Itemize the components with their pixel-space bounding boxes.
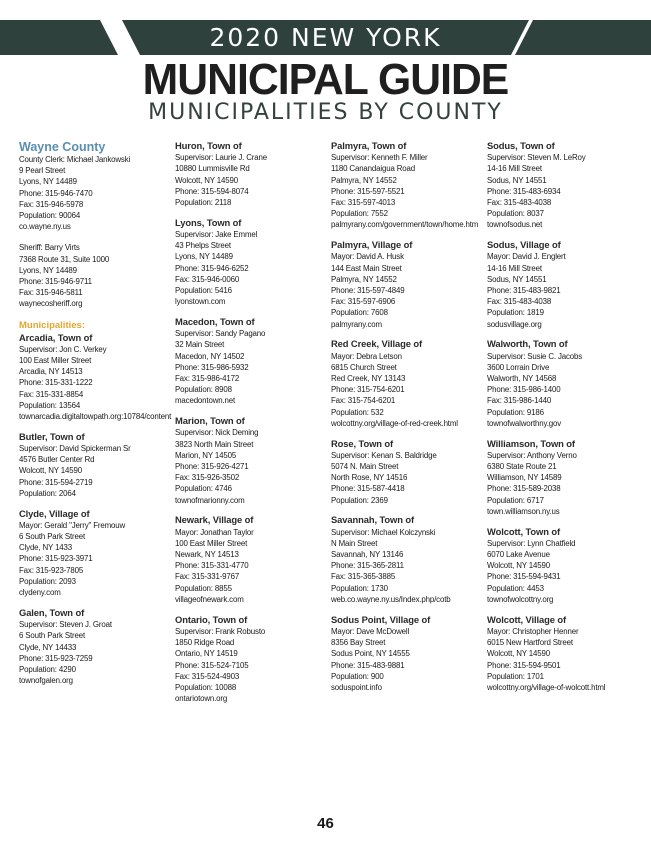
municipality-detail-line: Supervisor: Sandy Pagano bbox=[175, 329, 266, 339]
municipality-detail-line: Supervisor: Susie C. Jacobs bbox=[487, 351, 583, 361]
municipality-detail-line: Wolcott, NY 14590 bbox=[19, 466, 82, 476]
municipality-detail-line: web.co.wayne.ny.us/Index.php/cotb bbox=[331, 594, 451, 604]
municipality-detail-line: Fax: 315-986-4172 bbox=[175, 374, 240, 384]
municipality-detail-line: soduspoint.info bbox=[331, 682, 382, 692]
municipalities-heading: Municipalities: bbox=[19, 319, 85, 331]
municipality-entry bbox=[331, 239, 485, 330]
municipality-detail-line: Population: 5416 bbox=[175, 286, 232, 296]
municipality-detail-line: sodusvillage.org bbox=[487, 319, 542, 329]
municipality-detail-line: Lyons, NY 14489 bbox=[175, 252, 233, 262]
municipality-name: Wolcott, Village of bbox=[487, 613, 567, 625]
county-clerk-line: Population: 90064 bbox=[19, 211, 81, 221]
municipality-detail-line: Phone: 315-594-2719 bbox=[19, 477, 93, 487]
municipality-entry bbox=[331, 140, 485, 231]
municipality-entry bbox=[19, 607, 167, 686]
municipality-detail-line: 144 East Main Street bbox=[331, 263, 402, 273]
municipality-detail-line: 6 South Park Street bbox=[19, 532, 86, 542]
municipality-detail-line: ontariotown.org bbox=[175, 694, 228, 704]
municipality-detail-line: Population: 2369 bbox=[331, 495, 388, 505]
municipality-detail-line: Mayor: Christopher Henner bbox=[487, 626, 579, 636]
municipality-detail-line: wolcottny.org/village-of-wolcott.html bbox=[487, 682, 606, 692]
municipality-entry bbox=[175, 514, 329, 605]
municipality-detail-line: 1180 Canandaigua Road bbox=[331, 164, 416, 174]
municipality-detail-line: 3600 Lorrain Drive bbox=[487, 362, 550, 372]
municipality-detail-line: Wolcott, NY 14590 bbox=[487, 649, 550, 659]
municipality-detail-line: Population: 1730 bbox=[331, 583, 388, 593]
county-sheriff-line: Lyons, NY 14489 bbox=[19, 265, 77, 275]
municipality-entry bbox=[331, 514, 485, 605]
municipality-name: Rose, Town of bbox=[331, 437, 394, 449]
municipality-detail-line: Population: 8855 bbox=[175, 583, 232, 593]
municipality-detail-line: lyonstown.com bbox=[175, 297, 226, 307]
municipality-detail-line: Population: 4453 bbox=[487, 583, 544, 593]
column-entries bbox=[487, 140, 641, 693]
municipality-detail-line: Phone: 315-946-6252 bbox=[175, 263, 249, 273]
municipality-name: Walworth, Town of bbox=[487, 338, 568, 350]
municipality-detail-line: Mayor: David J. Englert bbox=[487, 252, 566, 262]
municipality-detail-line: Macedon, NY 14502 bbox=[175, 351, 245, 361]
county-sheriff-line: waynecosheriff.org bbox=[19, 299, 83, 309]
municipality-name: Sodus Point, Village of bbox=[331, 613, 431, 625]
municipality-detail-line: 5074 N. Main Street bbox=[331, 462, 399, 472]
municipality-detail-line: town.williamson.ny.us bbox=[487, 506, 560, 516]
municipality-detail-line: Phone: 315-594-8074 bbox=[175, 186, 249, 196]
municipality-name: Arcadia, Town of bbox=[19, 331, 93, 343]
municipality-detail-line: 4576 Butler Center Rd bbox=[19, 455, 95, 465]
municipality-detail-line: townofgalen.org bbox=[19, 676, 73, 686]
municipality-detail-line: Phone: 315-483-6934 bbox=[487, 186, 561, 196]
municipality-detail-line: Population: 8037 bbox=[487, 209, 544, 219]
municipality-detail-line: Fax: 315-365-3885 bbox=[331, 572, 396, 582]
municipality-detail-line: Population: 2118 bbox=[175, 198, 232, 208]
municipality-detail-line: Fax: 315-597-6906 bbox=[331, 297, 396, 307]
municipality-detail-line: Fax: 315-923-7805 bbox=[19, 565, 84, 575]
municipality-detail-line: Phone: 315-597-5521 bbox=[331, 186, 405, 196]
municipality-detail-line: Phone: 315-986-1400 bbox=[487, 385, 561, 395]
municipality-entry bbox=[487, 338, 641, 429]
municipality-detail-line: Clyde, NY 1433 bbox=[19, 543, 73, 553]
municipality-name: Clyde, Village of bbox=[19, 507, 90, 519]
municipality-name: Huron, Town of bbox=[175, 140, 242, 151]
municipality-detail-line: Supervisor: Steven J. Groat bbox=[19, 620, 112, 630]
municipality-detail-line: Mayor: Jonathan Taylor bbox=[175, 527, 254, 537]
municipality-detail-line: Fax: 315-483-4038 bbox=[487, 198, 552, 208]
county-clerk-line: Phone: 315-946-7470 bbox=[19, 188, 93, 198]
municipality-name: Palmyra, Town of bbox=[331, 140, 407, 151]
municipality-detail-line: Supervisor: Frank Robusto bbox=[175, 626, 266, 636]
county-clerk-line: co.wayne.ny.us bbox=[19, 222, 71, 232]
municipality-detail-line: Sodus, NY 14551 bbox=[487, 175, 547, 185]
municipality-detail-line: Supervisor: Michael Kolczynski bbox=[331, 527, 436, 537]
municipality-detail-line: Population: 2093 bbox=[19, 576, 76, 586]
municipality-detail-line: Wolcott, NY 14590 bbox=[175, 175, 238, 185]
municipality-detail-line: Williamson, NY 14589 bbox=[487, 473, 562, 483]
municipality-entry bbox=[487, 614, 641, 693]
municipality-detail-line: Population: 532 bbox=[331, 407, 384, 417]
municipality-detail-line: 43 Phelps Street bbox=[175, 241, 231, 251]
municipality-detail-line: villageofnewark.com bbox=[175, 594, 244, 604]
municipality-detail-line: palmyrany.com bbox=[331, 319, 382, 329]
municipality-detail-line: Savannah, NY 13146 bbox=[331, 550, 404, 560]
municipality-detail-line: Population: 1701 bbox=[487, 671, 544, 681]
county-clerk-block bbox=[19, 154, 167, 232]
municipality-detail-line: palmyrany.com/government/town/home.htm bbox=[331, 220, 479, 230]
municipality-detail-line: Population: 7552 bbox=[331, 209, 388, 219]
county-sheriff-line: Sheriff: Barry Virts bbox=[19, 243, 80, 253]
municipality-detail-line: Population: 13564 bbox=[19, 400, 81, 410]
municipality-entry bbox=[19, 508, 167, 599]
municipality-detail-line: Walworth, NY 14568 bbox=[487, 374, 557, 384]
municipality-detail-line: macedontown.net bbox=[175, 396, 236, 406]
county-name: Wayne County bbox=[19, 140, 106, 154]
municipality-detail-line: Phone: 315-926-4271 bbox=[175, 462, 249, 472]
municipality-entry bbox=[19, 431, 167, 499]
municipality-entry bbox=[487, 140, 641, 231]
page-title: MUNICIPAL GUIDE bbox=[142, 55, 509, 104]
municipality-detail-line: Population: 1819 bbox=[487, 308, 544, 318]
municipality-detail-line: 14-16 Mill Street bbox=[487, 263, 542, 273]
municipality-detail-line: Palmyra, NY 14552 bbox=[331, 274, 397, 284]
municipality-detail-line: Supervisor: David Spickerman Sr bbox=[19, 444, 131, 454]
municipality-name: Savannah, Town of bbox=[331, 514, 415, 526]
municipality-detail-line: Phone: 315-594-9501 bbox=[487, 660, 561, 670]
municipality-name: Wolcott, Town of bbox=[487, 525, 561, 537]
municipality-name: Ontario, Town of bbox=[175, 613, 248, 625]
municipality-detail-line: Fax: 315-926-3502 bbox=[175, 473, 240, 483]
municipality-entry bbox=[175, 614, 329, 705]
municipality-entry bbox=[175, 415, 329, 506]
column-entries bbox=[175, 140, 329, 704]
column-entries bbox=[331, 140, 485, 693]
municipality-detail-line: Phone: 315-365-2811 bbox=[331, 561, 404, 571]
municipality-detail-line: 6015 New Hartford Street bbox=[487, 638, 573, 648]
municipality-detail-line: 100 East Miller Street bbox=[175, 538, 248, 548]
municipality-detail-line: townofwolcottny.org bbox=[487, 594, 554, 604]
municipality-name: Palmyra, Village of bbox=[331, 239, 413, 251]
municipality-detail-line: 6815 Church Street bbox=[331, 362, 397, 372]
municipality-entry bbox=[175, 217, 329, 308]
municipality-name: Sodus, Town of bbox=[487, 140, 555, 151]
municipality-detail-line: 1850 Ridge Road bbox=[175, 638, 235, 648]
municipality-detail-line: Newark, NY 14513 bbox=[175, 550, 239, 560]
column-4 bbox=[487, 140, 641, 702]
municipality-detail-line: Fax: 315-331-9767 bbox=[175, 572, 240, 582]
municipality-entry bbox=[175, 316, 329, 407]
municipality-detail-line: 6 South Park Street bbox=[19, 631, 86, 641]
municipality-detail-line: Phone: 315-483-9881 bbox=[331, 660, 405, 670]
municipality-detail-line: Clyde, NY 14433 bbox=[19, 642, 77, 652]
municipality-detail-line: Population: 10088 bbox=[175, 682, 237, 692]
municipality-detail-line: Supervisor: Laurie J. Crane bbox=[175, 153, 267, 163]
municipality-detail-line: townofwalworthny.gov bbox=[487, 418, 562, 428]
municipality-detail-line: Fax: 315-597-4013 bbox=[331, 198, 396, 208]
municipality-entry bbox=[331, 338, 485, 429]
municipality-detail-line: townofmarionny.com bbox=[175, 495, 245, 505]
municipality-detail-line: Population: 2064 bbox=[19, 488, 76, 498]
municipality-entry bbox=[175, 140, 329, 208]
municipality-detail-line: Sodus, NY 14551 bbox=[487, 274, 547, 284]
municipality-entry bbox=[331, 438, 485, 506]
municipality-name: Red Creek, Village of bbox=[331, 338, 422, 350]
municipality-detail-line: Wolcott, NY 14590 bbox=[487, 561, 550, 571]
municipality-detail-line: wolcottny.org/village-of-red-creek.html bbox=[331, 418, 458, 428]
county-clerk-line: Lyons, NY 14489 bbox=[19, 177, 77, 187]
municipality-detail-line: Supervisor: Jon C. Verkey bbox=[19, 344, 107, 354]
municipality-name: Macedon, Town of bbox=[175, 316, 255, 328]
municipality-detail-line: Population: 8908 bbox=[175, 385, 232, 395]
municipality-detail-line: Population: 7608 bbox=[331, 308, 388, 318]
municipality-detail-line: Arcadia, NY 14513 bbox=[19, 367, 83, 377]
municipality-detail-line: Supervisor: Kenan S. Baldridge bbox=[331, 450, 437, 460]
page-number: 46 bbox=[317, 815, 334, 832]
municipality-name: Galen, Town of bbox=[19, 606, 85, 618]
municipality-name: Williamson, Town of bbox=[487, 437, 575, 449]
municipality-detail-line: Phone: 315-594-9431 bbox=[487, 572, 561, 582]
header-banner bbox=[0, 20, 651, 55]
county-sheriff-line: 7368 Route 31, Suite 1000 bbox=[19, 254, 110, 264]
municipality-detail-line: 32 Main Street bbox=[175, 340, 225, 350]
municipality-entry bbox=[331, 614, 485, 693]
municipality-detail-line: Population: 4290 bbox=[19, 664, 76, 674]
municipality-detail-line: clydeny.com bbox=[19, 588, 61, 598]
municipality-detail-line: Red Creek, NY 13143 bbox=[331, 374, 406, 384]
municipality-detail-line: 14-16 Mill Street bbox=[487, 164, 542, 174]
county-clerk-line: 9 Pearl Street bbox=[19, 166, 66, 176]
column-2 bbox=[175, 140, 329, 713]
column-3 bbox=[331, 140, 485, 702]
municipality-detail-line: Population: 6717 bbox=[487, 495, 544, 505]
municipality-detail-line: Sodus Point, NY 14555 bbox=[331, 649, 410, 659]
municipality-detail-line: Mayor: Gerald "Jerry" Fremouw bbox=[19, 520, 126, 530]
municipality-detail-line: Phone: 315-587-4418 bbox=[331, 484, 405, 494]
column-entries bbox=[19, 331, 172, 687]
municipality-detail-line: Mayor: Debra Letson bbox=[331, 351, 402, 361]
municipality-detail-line: Phone: 315-524-7105 bbox=[175, 660, 249, 670]
municipality-detail-line: Mayor: Dave McDowell bbox=[331, 626, 410, 636]
municipality-entry bbox=[19, 331, 172, 423]
spacer bbox=[19, 310, 167, 320]
municipality-entry bbox=[487, 438, 641, 517]
county-clerk-line: Fax: 315-946-5978 bbox=[19, 199, 84, 209]
municipality-detail-line: Supervisor: Jake Emmel bbox=[175, 230, 258, 240]
municipality-detail-line: Supervisor: Anthony Verno bbox=[487, 450, 577, 460]
municipality-detail-line: Supervisor: Steven M. LeRoy bbox=[487, 153, 586, 163]
spacer bbox=[19, 232, 167, 242]
municipality-name: Newark, Village of bbox=[175, 514, 254, 526]
municipality-detail-line: 8356 Bay Street bbox=[331, 638, 386, 648]
municipality-detail-line: 6070 Lake Avenue bbox=[487, 550, 550, 560]
municipality-detail-line: Phone: 315-483-9821 bbox=[487, 286, 561, 296]
municipality-detail-line: Population: 4746 bbox=[175, 484, 232, 494]
municipality-detail-line: Fax: 315-524-4903 bbox=[175, 671, 240, 681]
municipality-detail-line: 100 East Miller Street bbox=[19, 356, 92, 366]
municipality-detail-line: Supervisor: Nick Deming bbox=[175, 428, 259, 438]
municipality-detail-line: Supervisor: Kenneth F. Miller bbox=[331, 153, 428, 163]
municipality-entry bbox=[487, 526, 641, 605]
county-sheriff-line: Fax: 315-946-5811 bbox=[19, 288, 83, 298]
municipality-detail-line: Ontario, NY 14519 bbox=[175, 649, 238, 659]
municipality-detail-line: Fax: 315-754-6201 bbox=[331, 396, 396, 406]
municipality-detail-line: 10880 Lummisville Rd bbox=[175, 164, 250, 174]
municipality-name: Marion, Town of bbox=[175, 415, 245, 427]
municipality-detail-line: Fax: 315-483-4038 bbox=[487, 297, 552, 307]
municipality-name: Sodus, Village of bbox=[487, 239, 561, 251]
municipality-detail-line: Fax: 315-946-0060 bbox=[175, 274, 240, 284]
column-1 bbox=[19, 140, 172, 695]
municipality-detail-line: Phone: 315-923-7259 bbox=[19, 653, 93, 663]
municipality-name: Lyons, Town of bbox=[175, 216, 242, 228]
municipality-detail-line: Phone: 315-331-1222 bbox=[19, 378, 93, 388]
municipality-detail-line: Phone: 315-923-3971 bbox=[19, 554, 93, 564]
municipality-detail-line: townarcadia.digitaltowpath.org:10784/content bbox=[19, 412, 172, 422]
county-sheriff-block bbox=[19, 242, 167, 309]
municipality-entry bbox=[487, 239, 641, 330]
municipality-detail-line: Fax: 315-986-1440 bbox=[487, 396, 552, 406]
municipality-detail-line: Population: 9186 bbox=[487, 407, 544, 417]
municipality-detail-line: Phone: 315-597-4849 bbox=[331, 286, 405, 296]
municipality-detail-line: N Main Street bbox=[331, 538, 378, 548]
municipality-detail-line: Marion, NY 14505 bbox=[175, 450, 237, 460]
municipality-detail-line: North Rose, NY 14516 bbox=[331, 473, 408, 483]
municipality-detail-line: Fax: 315-331-8854 bbox=[19, 389, 84, 399]
municipality-detail-line: Phone: 315-331-4770 bbox=[175, 561, 249, 571]
municipality-detail-line: Mayor: David A. Husk bbox=[331, 252, 404, 262]
municipality-detail-line: 6380 State Route 21 bbox=[487, 462, 557, 472]
municipality-detail-line: 3823 North Main Street bbox=[175, 439, 254, 449]
banner-title: 2020 NEW YORK bbox=[209, 23, 442, 52]
municipality-detail-line: Population: 900 bbox=[331, 671, 384, 681]
municipality-name: Butler, Town of bbox=[19, 430, 85, 442]
municipality-detail-line: Phone: 315-986-5932 bbox=[175, 362, 249, 372]
municipality-detail-line: Supervisor: Lynn Chatfield bbox=[487, 538, 576, 548]
municipality-detail-line: Palmyra, NY 14552 bbox=[331, 175, 397, 185]
county-clerk-line: County Clerk: Michael Jankowski bbox=[19, 155, 131, 164]
county-sheriff-line: Phone: 315-946-9711 bbox=[19, 277, 92, 287]
page-subtitle: MUNICIPALITIES BY COUNTY bbox=[148, 100, 503, 125]
municipality-detail-line: Phone: 315-589-2038 bbox=[487, 484, 561, 494]
municipality-detail-line: Phone: 315-754-6201 bbox=[331, 385, 405, 395]
municipality-detail-line: townofsodus.net bbox=[487, 220, 543, 230]
